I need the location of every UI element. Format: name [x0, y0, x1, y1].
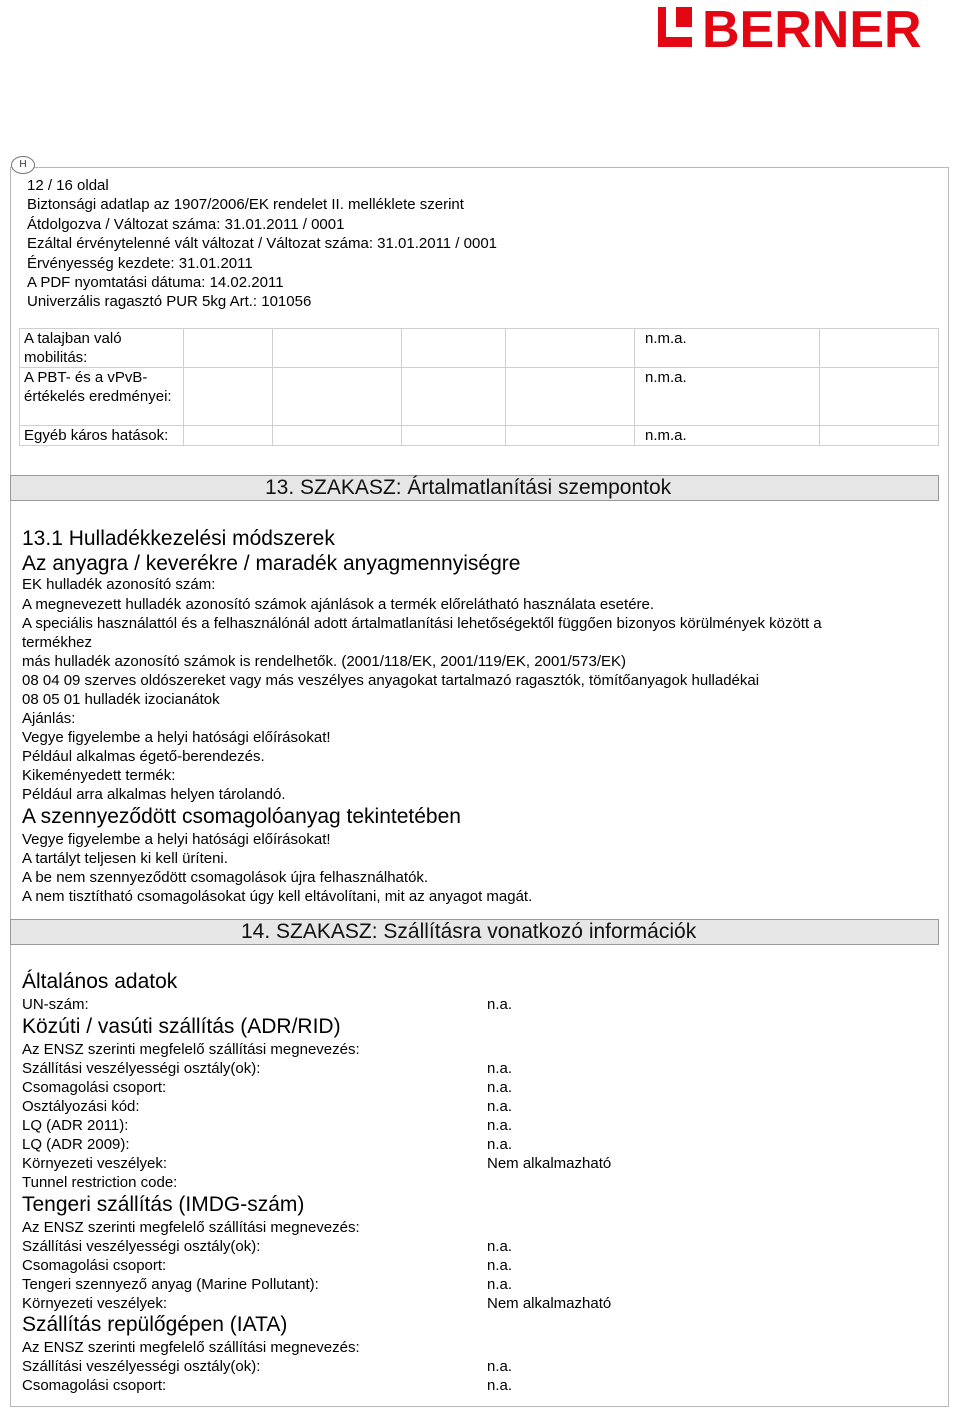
field-row [22, 1377, 513, 1394]
field-label: Osztályozási kód: [22, 1098, 140, 1115]
header-line: 12 / 16 oldal [27, 177, 109, 194]
berner-logo-mark [658, 7, 692, 47]
row-value: n.m.a. [635, 426, 820, 446]
text-line: termékhez [22, 634, 93, 651]
field-label: Környezeti veszélyek: [22, 1295, 168, 1312]
field-label: Szállítási veszélyességi osztály(ok): [22, 1358, 261, 1375]
field-row [22, 1041, 360, 1058]
field-value: n.a. [487, 996, 513, 1013]
field-label: Szállítási veszélyességi osztály(ok): [22, 1238, 261, 1255]
field-value: n.a. [487, 1079, 513, 1096]
field-row [22, 1174, 177, 1191]
field-row [22, 1276, 513, 1293]
field-row [22, 1238, 513, 1255]
field-label: LQ (ADR 2011): [22, 1117, 129, 1134]
text-line: 08 05 01 hulladék izocianátok [22, 691, 220, 708]
text-line: Vegye figyelembe a helyi hatósági előírásokat! [22, 729, 331, 746]
header-line: Érvényesség kezdete: 31.01.2011 [27, 254, 253, 272]
field-row [22, 1136, 513, 1153]
subsection-title: Az anyagra / keverékre / maradék anyagmennyiségre [22, 552, 521, 575]
field-value: Nem alkalmazható [487, 1295, 612, 1312]
field-value: n.a. [487, 1060, 513, 1077]
field-label: Tengeri szennyező anyag (Marine Pollutant): [22, 1276, 319, 1293]
row-label: A PBT- és a vPvB-értékelés eredményei: [20, 368, 184, 426]
subsection-title: Általános adatok [22, 970, 178, 993]
header-line: A PDF nyomtatási dátuma: 14.02.2011 [27, 274, 284, 292]
field-row [22, 1155, 612, 1172]
field-label: Az ENSZ szerinti megfelelő szállítási megnevezés: [22, 1041, 360, 1058]
field-row [22, 1257, 513, 1274]
text-line: más hulladék azonosító számok is rendelhetők. (2001/118/EK, 2001/119/EK, 2001/573/EK) [22, 653, 626, 670]
field-label: Csomagolási csoport: [22, 1257, 167, 1274]
field-row [22, 1219, 360, 1236]
berner-logo-text: BERNER [702, 1, 922, 56]
section-14-heading [10, 919, 939, 945]
text-line: A be nem szennyeződött csomagolások újra felhasználhatók. [22, 869, 429, 886]
header-line: Átdolgozva / Változat száma: 31.01.2011 / 0001 [27, 215, 345, 233]
text-line: Kikeményedett termék: [22, 767, 176, 784]
ecology-table [19, 328, 939, 446]
field-label: UN-szám: [22, 996, 89, 1013]
field-row [22, 1098, 513, 1115]
text-line: EK hulladék azonosító szám: [22, 576, 216, 593]
field-label: Tunnel restriction code: [22, 1174, 178, 1191]
text-line: Ajánlás: [22, 710, 76, 727]
field-row [22, 1358, 513, 1375]
text-line: Vegye figyelembe a helyi hatósági előírásokat! [22, 831, 331, 848]
field-row [22, 1079, 513, 1096]
table-row [20, 368, 939, 426]
field-row [22, 1339, 360, 1356]
section-title: 13. SZAKASZ: Ártalmatlanítási szempontok [265, 476, 672, 499]
subsection-title: Szállítás repülőgépen (IATA) [22, 1313, 288, 1336]
field-value: n.a. [487, 1238, 513, 1255]
header-line: Ezáltal érvénytelenné vált változat / Változat száma: 31.01.2011 / 0001 [27, 235, 498, 253]
row-value: n.m.a. [635, 368, 820, 426]
text-line: A tartályt teljesen ki kell üríteni. [22, 850, 228, 867]
text-line: 08 04 09 szerves oldószereket vagy más veszélyes anyagokat tartalmazó ragasztók, tömítőanyagok hulladékai [22, 672, 760, 689]
subsection-title: A szennyeződött csomagolóanyag tekintetében [22, 805, 461, 828]
field-row [22, 1295, 612, 1312]
text-line: Például arra alkalmas helyen tárolandó. [22, 786, 286, 803]
text-line: Például alkalmas égető-berendezés. [22, 748, 265, 765]
header-line: Univerzális ragasztó PUR 5kg Art.: 101056 [27, 293, 312, 311]
field-value: n.a. [487, 1276, 513, 1293]
field-value: n.a. [487, 1098, 513, 1115]
field-row [22, 996, 513, 1013]
field-label: Az ENSZ szerinti megfelelő szállítási megnevezés: [22, 1339, 360, 1356]
field-label: Csomagolási csoport: [22, 1079, 167, 1096]
field-label: Az ENSZ szerinti megfelelő szállítási megnevezés: [22, 1219, 360, 1236]
field-value: n.a. [487, 1136, 513, 1153]
field-value: n.a. [487, 1117, 513, 1134]
row-label: A talajban való mobilitás: [20, 329, 184, 368]
field-label: Szállítási veszélyességi osztály(ok): [22, 1060, 261, 1077]
field-value: n.a. [487, 1358, 513, 1375]
row-label: Egyéb káros hatások: [20, 426, 184, 446]
section-title: 14. SZAKASZ: Szállításra vonatkozó információk [241, 920, 697, 943]
field-value: n.a. [487, 1257, 513, 1274]
header-line: Biztonsági adatlap az 1907/2006/EK rendelet II. melléklete szerint [27, 196, 464, 214]
table-row [20, 426, 939, 446]
subsection-title: 13.1 Hulladékkezelési módszerek [22, 527, 335, 550]
field-value: n.a. [487, 1377, 513, 1394]
field-value: Nem alkalmazható [487, 1155, 612, 1172]
text-line: A speciális használattól és a felhasználónál adott ártalmatlanítási lehetőségektől függően bizonyos körülmények között a [22, 615, 822, 632]
field-label: LQ (ADR 2009): [22, 1136, 130, 1153]
text-line: A nem tisztítható csomagolásokat úgy kell eltávolítani, mit az anyagot magát. [22, 888, 533, 905]
field-row [22, 1060, 513, 1077]
table-row [20, 329, 939, 368]
row-value: n.m.a. [635, 329, 820, 368]
section-13-heading [10, 475, 939, 501]
field-label: Csomagolási csoport: [22, 1377, 167, 1394]
berner-logo [652, 0, 960, 56]
language-badge: H [11, 156, 35, 174]
field-label: Környezeti veszélyek: [22, 1155, 168, 1172]
subsection-title: Közúti / vasúti szállítás (ADR/RID) [22, 1015, 341, 1038]
text-line: A megnevezett hulladék azonosító számok ajánlások a termék előrelátható használata esetére. [22, 596, 655, 613]
field-row [22, 1117, 513, 1134]
subsection-title: Tengeri szállítás (IMDG-szám) [22, 1193, 305, 1216]
document-header [27, 176, 497, 312]
